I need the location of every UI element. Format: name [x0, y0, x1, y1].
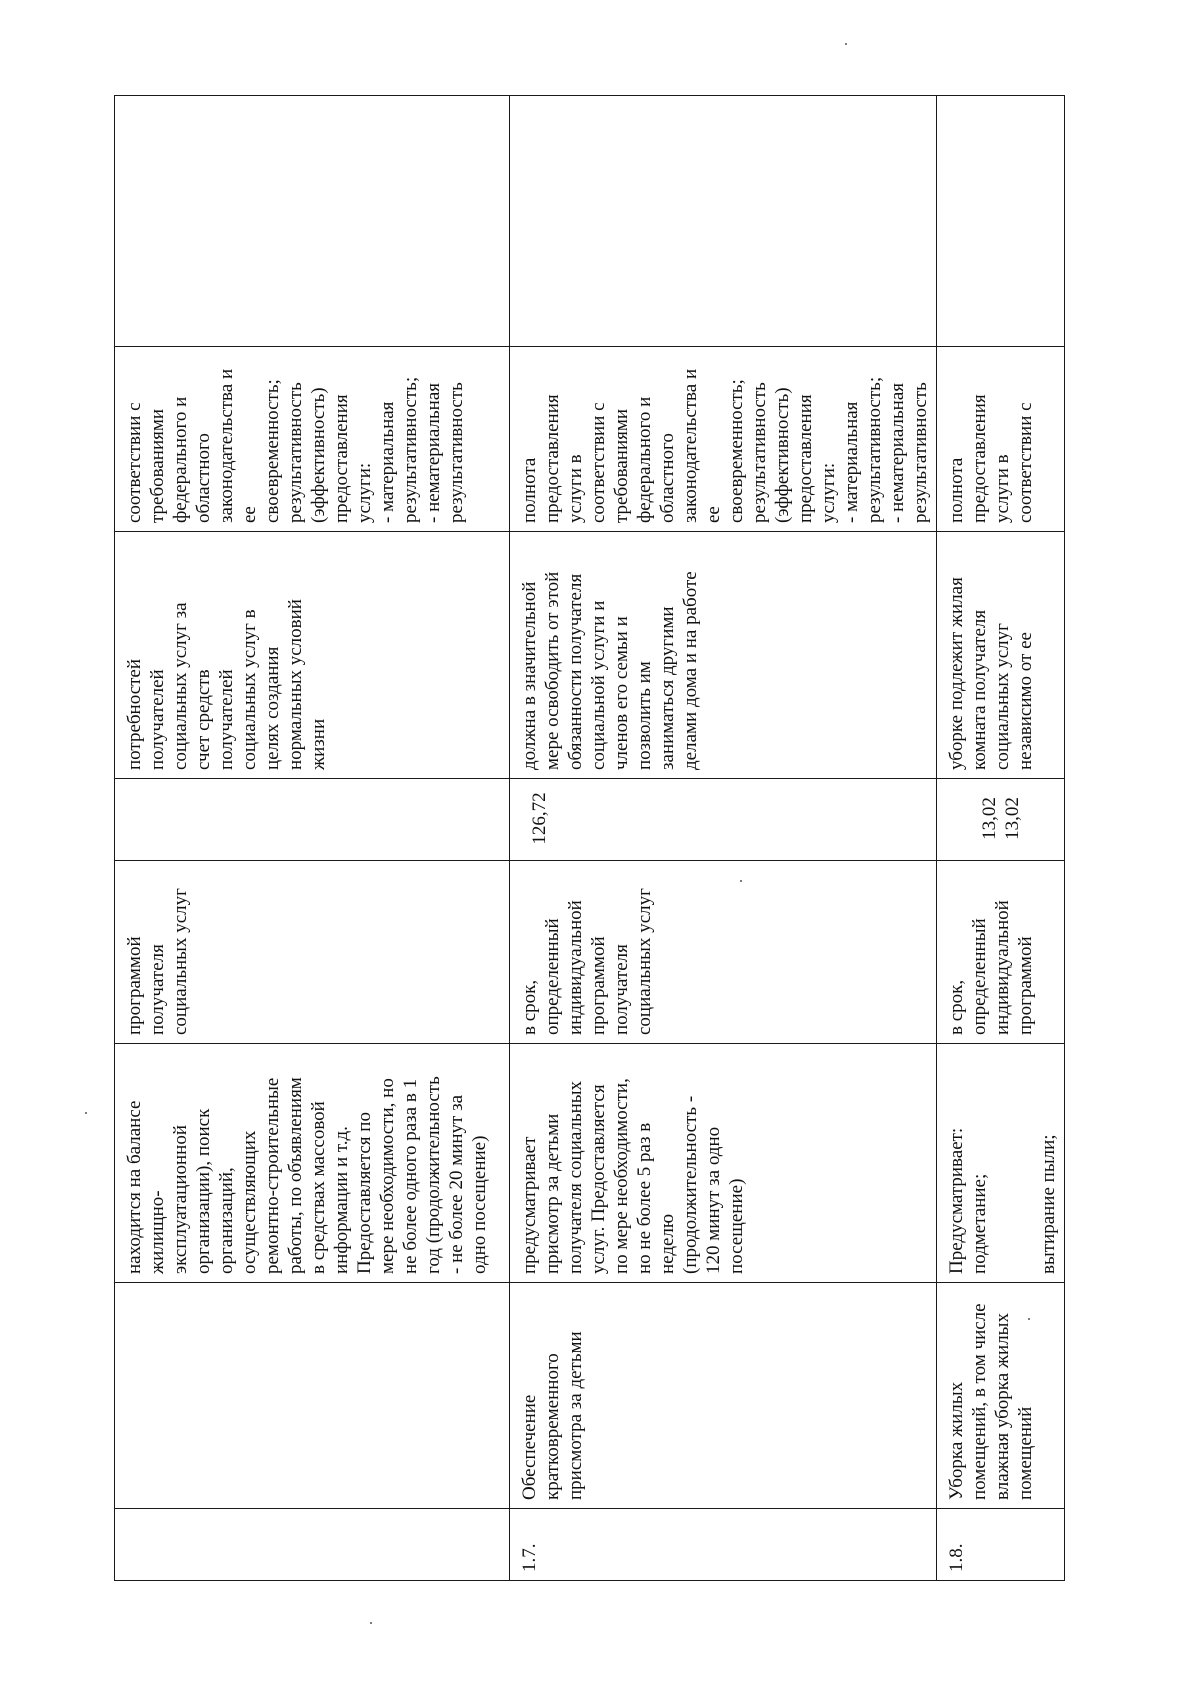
table-row: [937, 96, 1065, 1581]
scan-speck: [1028, 1318, 1030, 1320]
service-description: предусматривает присмотр за детьми получателя социальных услуг. Предоставляется по мере необходимости, но не более 5 раз в неделю (продолжительность - 120 минут за одно посещение): [510, 1044, 937, 1283]
service-quality: соответствии с требованиями федерального и областного законодательства и ее своевременность; результативность (эффективность) предоставления услуги: - материальная результативность; - нематериальная результативность: [115, 347, 510, 532]
row-number: 1.7.: [510, 1509, 937, 1581]
service-price-cell: [937, 779, 1065, 861]
row-number: 1.8.: [937, 1509, 1065, 1581]
service-quality: полнота предоставления услуги в соответствии с требованиями федерального и областного законодательства и ее своевременность; результативность (эффективность) предоставления услуги: - материальная результативность; - нематериальная результативность: [510, 347, 937, 532]
service-conditions: [937, 96, 1065, 347]
table-row: [115, 96, 510, 1581]
scan-speck: [845, 43, 847, 45]
service-name: Обеспечение кратковременного присмотра за детьми: [510, 1283, 937, 1509]
service-quality: полнота предоставления услуги в соответствии с: [937, 347, 1065, 532]
service-conditions: [510, 96, 937, 347]
services-table: [114, 95, 1065, 1581]
service-name: [115, 1283, 510, 1509]
service-description: находится на балансе жилищно- эксплуатационной организации), поиск организаций, осуществляющих ремонтно-строительные работы, по объявлениям в средствах массовой информации и т.д. Предоставляется по мере необходимости, но не более одного раза в 1 год (продолжительность - не более 20 минут за одно посещение): [115, 1044, 510, 1283]
service-term: в срок, определенный индивидуальной программой: [937, 861, 1065, 1044]
scan-speck: [85, 1112, 87, 1114]
row-number: [115, 1509, 510, 1581]
service-price-second: 13,02: [1002, 797, 1023, 840]
service-name: Уборка жилых помещений, в том числе влажная уборка жилых помещений: [937, 1283, 1065, 1509]
service-standard: уборке подлежит жилая комната получателя социальных услуг независимо от ее: [937, 532, 1065, 779]
scan-speck: [370, 1622, 372, 1624]
table-row: [510, 96, 937, 1581]
service-standard: потребностей получателей социальных услуг за счет средств получателей социальных услуг в целях создания нормальных условий жизни: [115, 532, 510, 779]
service-standard: должна в значительной мере освободить от этой обязанности получателя социальной услуги и членов его семьи и позволить им заниматься другими делами дома и на работе: [510, 532, 937, 779]
service-term: в срок, определенный индивидуальной программой получателя социальных услуг: [510, 861, 937, 1044]
rotated-table-container: [114, 96, 1059, 1581]
service-price: 13,02: [979, 797, 1000, 840]
service-conditions: [115, 96, 510, 347]
scan-speck: [740, 880, 742, 882]
service-term: программой получателя социальных услуг: [115, 861, 510, 1044]
service-description: Предусматривает: подметание; вытирание пыли;: [937, 1044, 1065, 1283]
service-price: 126,72: [510, 779, 937, 861]
service-price: [115, 779, 510, 861]
